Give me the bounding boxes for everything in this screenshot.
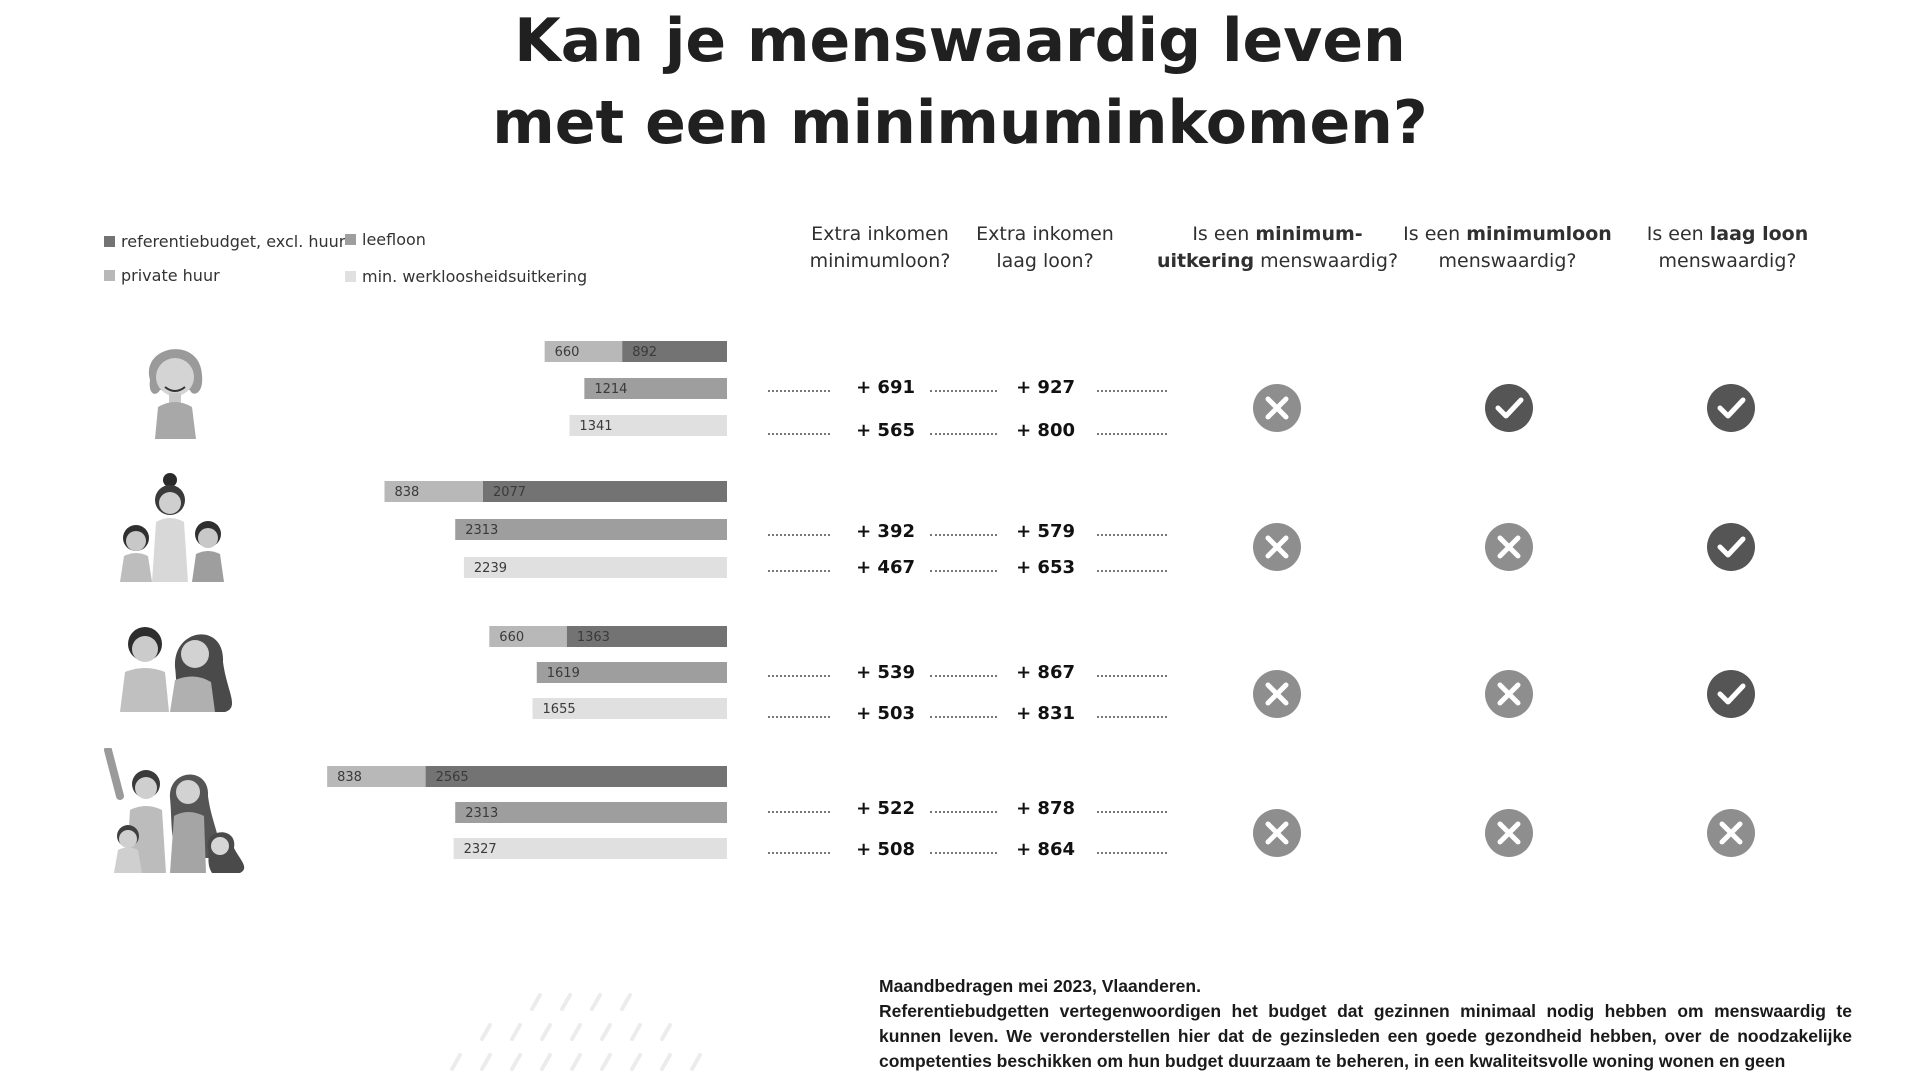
cross-icon — [1484, 522, 1534, 572]
bar-reference-budget — [426, 766, 727, 787]
bar-label-min-unemployment: 1655 — [542, 702, 576, 717]
bar-label-leefloon: 2313 — [465, 523, 499, 538]
bar-label-rent: 660 — [499, 630, 525, 645]
single-parent-two-children-icon — [112, 470, 237, 582]
bar-label-min-unemployment: 1341 — [579, 419, 613, 434]
bar-label-leefloon: 1619 — [546, 666, 580, 681]
extra-income-low-wage: + 878 — [1016, 798, 1075, 819]
dotted-leader — [768, 852, 830, 854]
dotted-leader — [930, 852, 997, 854]
single-woman-icon — [120, 335, 230, 440]
check-icon — [1706, 522, 1756, 572]
header-line: Extra inkomen — [811, 223, 949, 245]
header-text: Is een — [1646, 223, 1710, 245]
footnote-source: Maandbedragen mei 2023, Vlaanderen. — [879, 976, 1201, 996]
couple-icon — [115, 622, 245, 712]
dotted-leader — [930, 534, 997, 536]
couple-two-children-icon — [100, 748, 260, 873]
header-text: menswaardig? — [1254, 250, 1399, 272]
check-icon — [1706, 383, 1756, 433]
cross-icon — [1252, 669, 1302, 719]
dotted-leader — [930, 675, 997, 677]
header-line: minimumloon? — [809, 250, 951, 272]
cross-icon — [1706, 808, 1756, 858]
bar-label-min-unemployment: 2239 — [473, 561, 508, 576]
bar-label-leefloon: 1214 — [594, 382, 628, 397]
extra-income-low-wage: + 653 — [1016, 557, 1075, 578]
footnote-text: Referentiebudgetten vertegenwoordigen het budget dat gezinnen minimaal nodig hebben om menswaardig te kunnen leven. We veronderstellen hier dat de gezinsleden een goede gezondheid hebben, over de noodzakelijke competenties beschikken om hun budget duurzaam te beheren, in een kwaliteitsvolle woning wonen en geen — [879, 1001, 1852, 1071]
extra-income-min-wage: + 467 — [856, 557, 915, 578]
dotted-leader — [930, 390, 997, 392]
dotted-leader — [768, 716, 830, 718]
dotted-leader — [768, 811, 830, 813]
header-line: laag loon? — [996, 250, 1094, 272]
extra-income-min-wage: + 392 — [856, 521, 915, 542]
extra-income-low-wage: + 927 — [1016, 377, 1075, 398]
dotted-leader — [1097, 811, 1167, 813]
check-icon — [1484, 383, 1534, 433]
legend-label: referentiebudget, excl. huur — [121, 232, 346, 251]
cross-icon — [1252, 522, 1302, 572]
extra-income-low-wage: + 864 — [1016, 839, 1075, 860]
dotted-leader — [768, 570, 830, 572]
bar-label-reference: 892 — [632, 345, 658, 360]
legend-label: private huur — [121, 266, 220, 285]
header-line: menswaardig? — [1658, 250, 1797, 272]
bar-label-min-unemployment: 2327 — [463, 842, 497, 857]
bar-label-leefloon: 2313 — [465, 806, 499, 821]
bar-label-reference: 2077 — [492, 485, 527, 500]
dotted-leader — [1097, 433, 1167, 435]
header-bold: laag loon — [1709, 223, 1809, 245]
cross-icon — [1484, 808, 1534, 858]
bar-label-rent: 838 — [394, 485, 420, 500]
legend-label: min. werkloosheidsuitkering — [362, 267, 588, 286]
extra-income-low-wage: + 800 — [1016, 420, 1075, 441]
extra-income-min-wage: + 522 — [856, 798, 915, 819]
dotted-leader — [1097, 534, 1167, 536]
header-line: Extra inkomen — [976, 223, 1114, 245]
legend-label: leefloon — [362, 230, 426, 249]
decorative-hatch — [430, 975, 740, 1080]
dotted-leader — [930, 716, 997, 718]
extra-income-min-wage: + 565 — [856, 420, 915, 441]
dotted-leader — [930, 811, 997, 813]
extra-income-min-wage: + 691 — [856, 377, 915, 398]
header-bold: minimumloon — [1466, 223, 1612, 245]
header-bold: minimum- — [1255, 223, 1363, 245]
footnote — [879, 974, 1852, 1074]
check-icon — [1706, 669, 1756, 719]
title-line-2: met een minimuminkomen? — [492, 88, 1428, 158]
dotted-leader — [1097, 570, 1167, 572]
extra-income-low-wage: + 867 — [1016, 662, 1075, 683]
dotted-leader — [930, 433, 997, 435]
extra-income-low-wage: + 579 — [1016, 521, 1075, 542]
bar-label-reference: 1363 — [576, 630, 610, 645]
bar-label-rent: 838 — [337, 770, 362, 785]
dotted-leader — [1097, 716, 1167, 718]
dotted-leader — [1097, 675, 1167, 677]
dotted-leader — [768, 433, 830, 435]
dotted-leader — [768, 675, 830, 677]
bar-label-reference: 2565 — [435, 770, 469, 785]
dotted-leader — [1097, 390, 1167, 392]
header-text: Is een — [1192, 223, 1256, 245]
title-line-1: Kan je menswaardig leven — [514, 6, 1406, 76]
header-line: menswaardig? — [1438, 250, 1577, 272]
bar-label-rent: 660 — [554, 345, 580, 360]
dotted-leader — [1097, 852, 1167, 854]
cross-icon — [1484, 669, 1534, 719]
extra-income-min-wage: + 539 — [856, 662, 915, 683]
header-bold: uitkering — [1156, 250, 1255, 272]
extra-income-min-wage: + 508 — [856, 839, 915, 860]
dotted-leader — [768, 534, 830, 536]
dotted-leader — [768, 390, 830, 392]
cross-icon — [1252, 383, 1302, 433]
header-text: Is een — [1403, 223, 1467, 245]
cross-icon — [1252, 808, 1302, 858]
extra-income-low-wage: + 831 — [1016, 703, 1075, 724]
dotted-leader — [930, 570, 997, 572]
extra-income-min-wage: + 503 — [856, 703, 915, 724]
